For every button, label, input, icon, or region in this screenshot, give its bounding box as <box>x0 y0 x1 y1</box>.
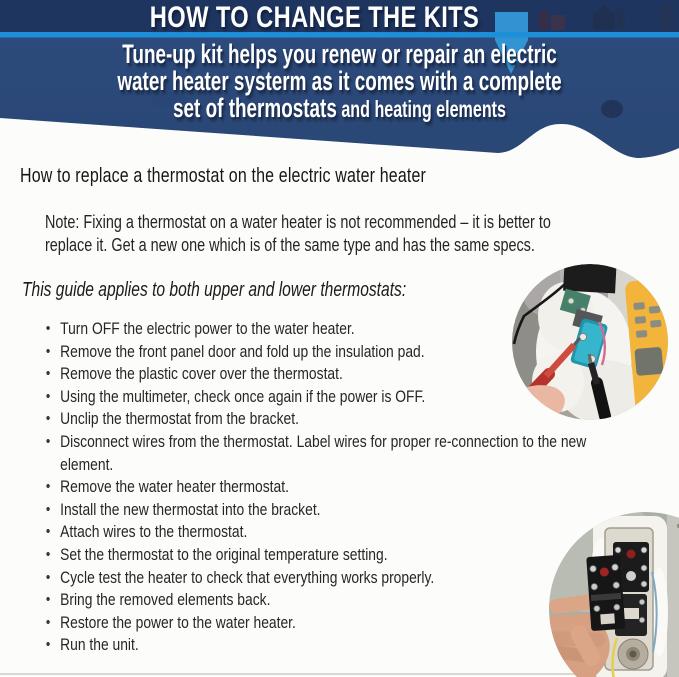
bracket-part <box>563 264 617 293</box>
step-item: • Attach wires to the thermostat. <box>45 521 643 544</box>
subtitle-line-1: Tune-up kit helps you renew or repair an electric <box>122 39 557 69</box>
step-item: • Remove the plastic cover over the thermostat. <box>45 363 643 386</box>
step-item: • Bring the removed elements back. <box>45 589 643 612</box>
note-line-2: replace it. Get a new one which is of the same type and has the same specs. <box>45 234 535 255</box>
step-item: • Turn OFF the electric power to the water heater. <box>45 318 643 341</box>
section-heading: How to replace a thermostat on the electric water heater <box>20 164 427 187</box>
header-subtitle <box>102 41 577 123</box>
step-item: • Cycle test the heater to check that everything works properly. <box>45 567 643 590</box>
page-title: HOW TO CHANGE THE KITS <box>149 1 480 34</box>
step-item: • Restore the power to the water heater. <box>45 612 643 635</box>
note-paragraph <box>45 211 551 256</box>
step-item: • Using the multimeter, check once again if the power is OFF. <box>45 386 643 409</box>
step-item: • Run the unit. <box>45 634 643 657</box>
note-line-1: Note: Fixing a thermostat on a water heater is not recommended – it is better to <box>45 212 551 232</box>
step-item: • Disconnect wires from the thermostat. Label wires for proper re-connection to the new element. <box>45 431 643 476</box>
step-item: • Set the thermostat to the original temperature setting. <box>45 544 643 567</box>
step-item: • Remove the front panel door and fold up the insulation pad. <box>45 341 643 364</box>
guide-applies-line: This guide applies to both upper and lower thermostats: <box>22 279 407 301</box>
subtitle-line-2: water heater systerm as it comes with a complete <box>117 66 562 96</box>
held-thermostat <box>586 555 625 631</box>
subtitle-line-3: set of thermostats and heating elements <box>173 93 506 123</box>
subtitle-line-3-small: and heating elements <box>336 96 506 122</box>
step-item: • Unclip the thermostat from the bracket. <box>45 408 643 431</box>
photo-multimeter-test <box>512 264 668 420</box>
step-item: • Remove the water heater thermostat. <box>45 476 643 499</box>
step-item: • Install the new thermostat into the bracket. <box>45 499 643 522</box>
